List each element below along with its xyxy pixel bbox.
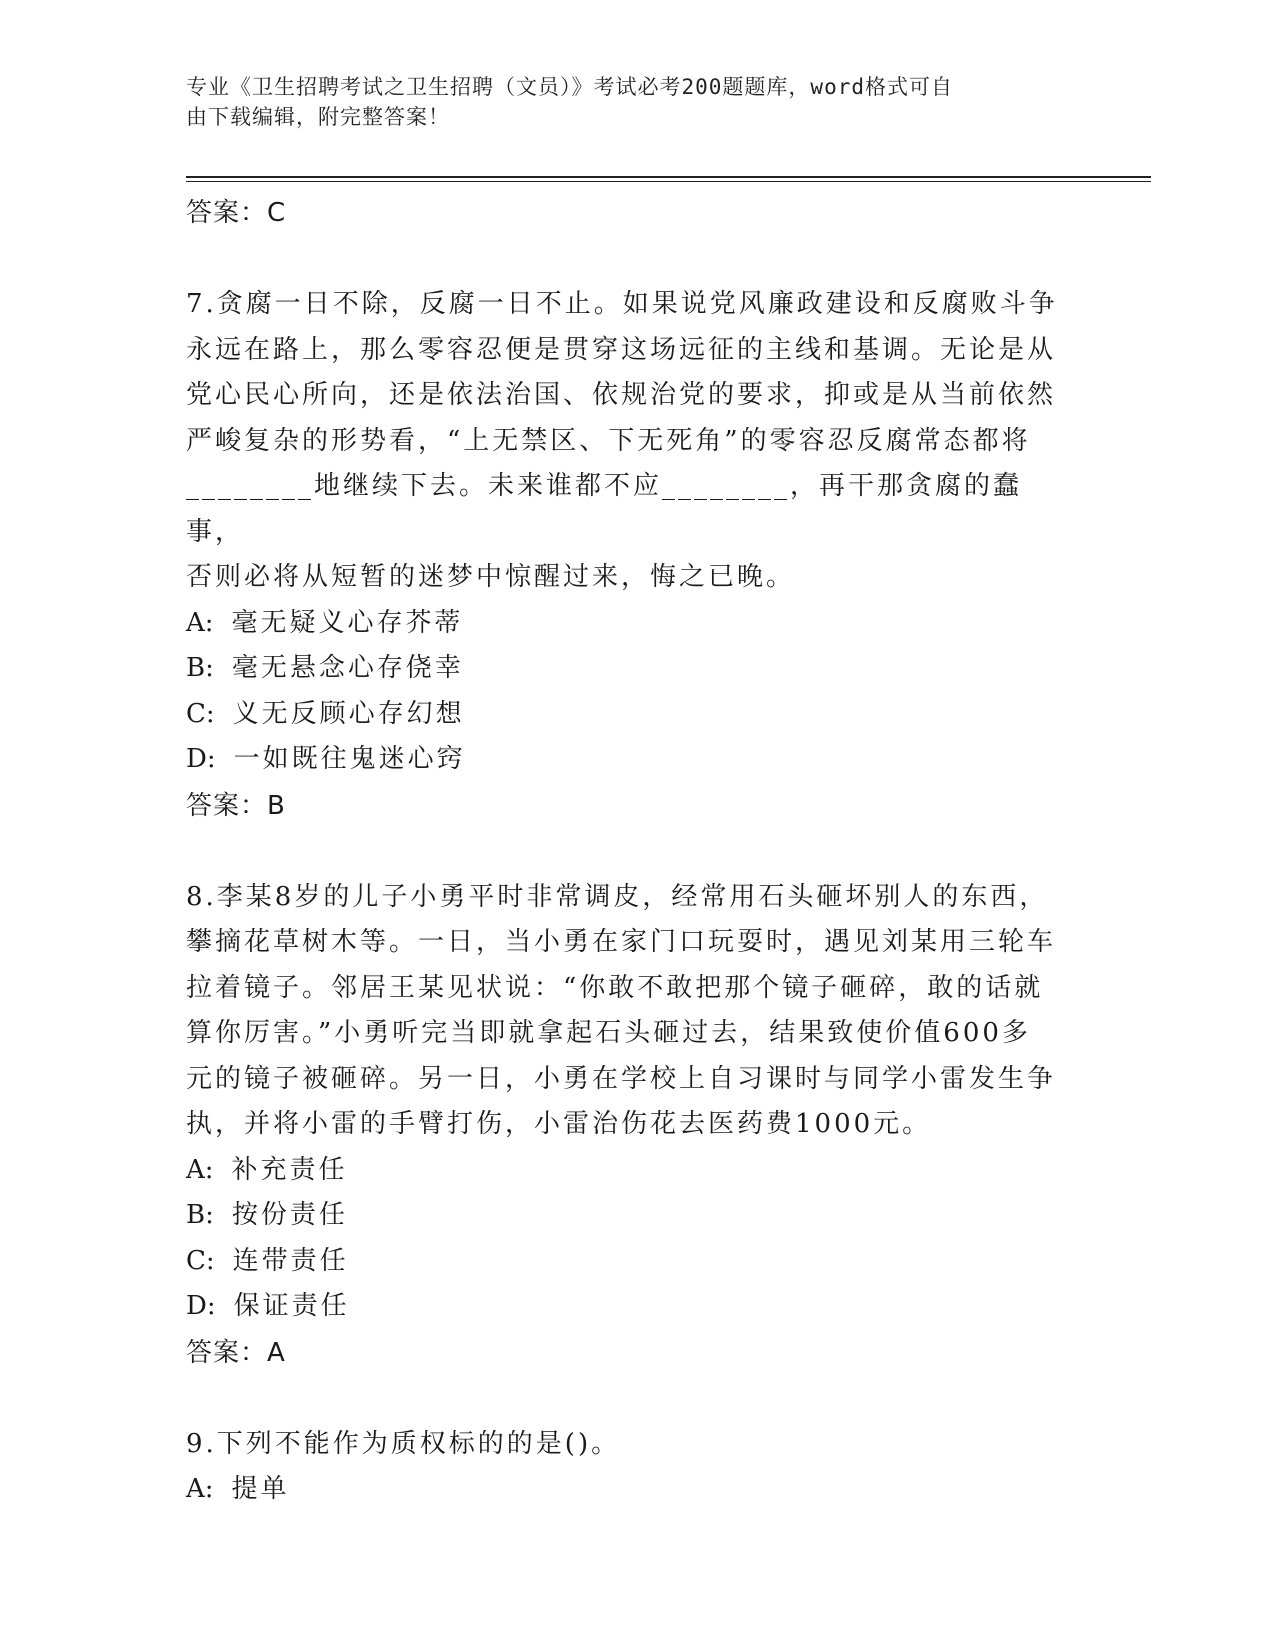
spacer [186, 1376, 1066, 1422]
question-line: 9.下列不能作为质权标的的是()。 [186, 1428, 621, 1459]
answer-q8: 答案：A [186, 1337, 286, 1368]
question-line: 党心民心所向，还是依法治国、依规治党的要求，抑或是从当前依然 [186, 380, 1057, 410]
question-line: 算你厉害。”小勇听完当即就拿起石头砸过去，结果致使价值600多 [186, 1018, 1031, 1048]
header-line-2: 由下载编辑，附完整答案！ [186, 105, 450, 129]
option-c [186, 1239, 1066, 1285]
page-header [186, 72, 1066, 132]
question-9 [186, 1422, 1066, 1513]
option-text: 提单 [231, 1474, 290, 1504]
question-line: 元的镜子被砸碎。另一日，小勇在学校上自习课时与同学小雷发生争 [186, 1063, 1057, 1094]
option-key: A: [186, 607, 214, 638]
spacer [186, 236, 1066, 282]
answer-q7: 答案：B [186, 790, 286, 821]
header-line-1: 专业《卫生招聘考试之卫生招聘（文员）》考试必考200题题库，word格式可自 [186, 75, 953, 99]
question-8 [186, 875, 1066, 1376]
option-text: 连带责任 [232, 1245, 349, 1276]
question-line: 严峻复杂的形势看，“上无禁区、下无死角”的零容忍反腐常态都将 [186, 425, 1031, 456]
option-a [186, 1148, 1066, 1194]
option-text: 按份责任 [231, 1200, 348, 1230]
option-text: 毫无悬念心存侥幸 [231, 653, 464, 683]
option-key: A: [186, 1474, 214, 1504]
question-line: ________地继续下去。未来谁都不应________，再干那贪腐的蠢事， [186, 471, 1023, 547]
option-text: 义无反顾心存幻想 [232, 698, 465, 729]
option-key: A: [186, 1154, 214, 1185]
option-d [186, 737, 1066, 783]
option-text: 毫无疑义心存芥蒂 [231, 607, 464, 638]
question-line: 攀摘花草树木等。一日，当小勇在家门口玩耍时，遇见刘某用三轮车 [186, 927, 1057, 957]
document-body [186, 190, 1066, 1513]
option-key: D: [186, 744, 216, 774]
question-line: 永远在路上，那么零容忍便是贯穿这场远征的主线和基调。无论是从 [186, 334, 1057, 365]
option-b [186, 1193, 1066, 1239]
option-key: C: [186, 1245, 215, 1276]
option-key: B: [186, 1200, 214, 1230]
answer-q6: 答案：C [186, 198, 287, 228]
option-a [186, 601, 1066, 647]
option-key: D: [186, 1291, 216, 1321]
option-a [186, 1467, 1066, 1513]
option-d [186, 1284, 1066, 1330]
option-text: 保证责任 [233, 1291, 350, 1321]
option-text: 一如既往鬼迷心窍 [233, 744, 466, 774]
option-c [186, 692, 1066, 738]
question-line: 执，并将小雷的手臂打伤，小雷治伤花去医药费1000元。 [186, 1109, 932, 1139]
option-key: C: [186, 698, 215, 729]
spacer [186, 829, 1066, 875]
option-b [186, 646, 1066, 692]
header-rule-thin [186, 181, 1151, 182]
header-rule-thick [186, 176, 1151, 178]
option-key: B: [186, 653, 214, 683]
question-line: 否则必将从短暂的迷梦中惊醒过来，悔之已晚。 [186, 562, 796, 592]
question-line: 拉着镜子。邻居王某见状说：“你敢不敢把那个镜子砸碎，敢的话就 [186, 972, 1044, 1003]
option-text: 补充责任 [231, 1154, 348, 1185]
question-7 [186, 282, 1066, 829]
question-line: 8.李某8岁的儿子小勇平时非常调皮，经常用石头砸坏别人的东西， [186, 881, 1049, 912]
question-line: 7.贪腐一日不除，反腐一日不止。如果说党风廉政建设和反腐败斗争 [186, 289, 1058, 319]
